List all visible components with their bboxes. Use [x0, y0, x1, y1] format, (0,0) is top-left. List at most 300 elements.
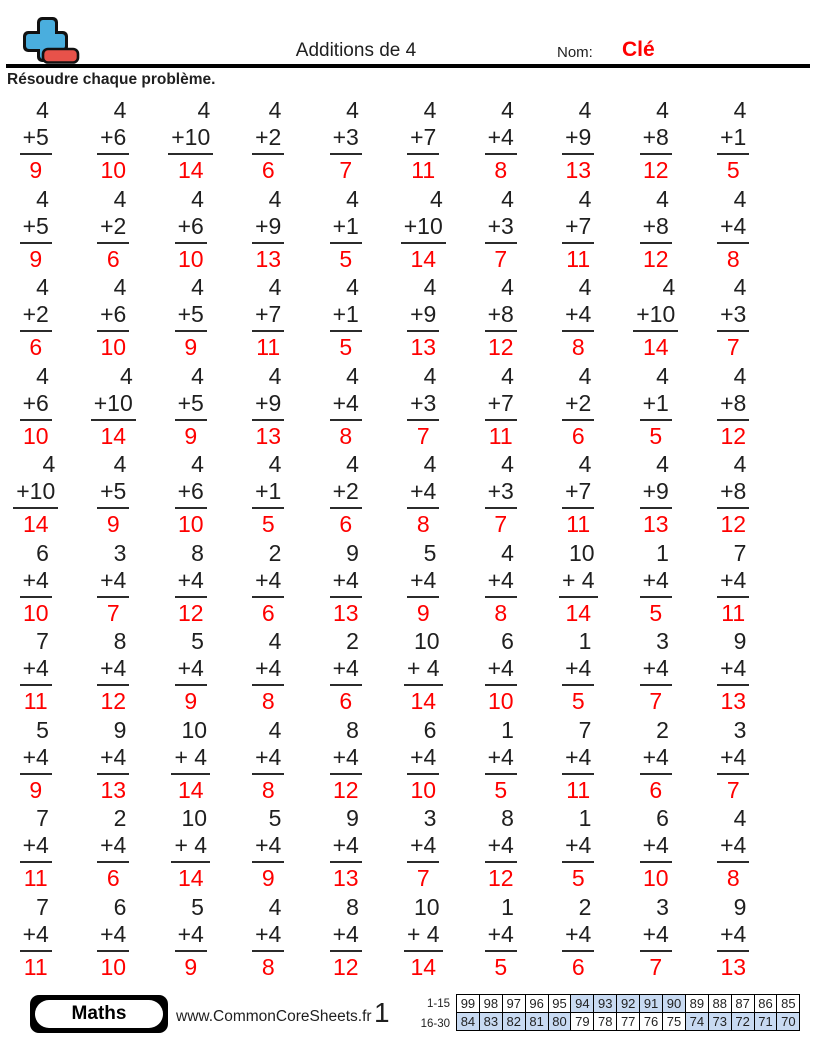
problem-bottom-addend: +6 [100, 124, 127, 150]
problem-cell [230, 186, 308, 275]
problem-top-addend: 2 [656, 716, 669, 743]
problem-cell [385, 894, 463, 983]
problem [640, 894, 672, 981]
problem-bottom-addend: +4 [100, 743, 127, 770]
problem-operands [640, 540, 672, 598]
problem-answer: 12 [332, 953, 359, 980]
problem-cell [0, 805, 75, 894]
problem-bottom-addend: +4 [487, 566, 514, 593]
score-cell: 82 [502, 1013, 525, 1031]
problem-cell [307, 894, 385, 983]
problem-answer: 8 [726, 865, 740, 891]
problem-top-addend: 4 [656, 185, 669, 212]
problem-cell [462, 451, 540, 540]
problem-top-addend: 3 [423, 805, 437, 831]
problem-operands [407, 451, 439, 509]
problem-top-addend: 4 [423, 362, 437, 389]
problem-top-addend: 4 [423, 97, 437, 123]
problem [407, 363, 439, 450]
problem-top-addend: 2 [268, 539, 282, 566]
problem-operands [407, 363, 439, 421]
score-cell: 92 [617, 995, 640, 1013]
problem-top-addend: 4 [113, 97, 127, 123]
problem-operands [717, 717, 749, 775]
problem-top-addend: 4 [733, 362, 747, 389]
problem-bottom-addend: +4 [255, 743, 282, 770]
problem [252, 451, 284, 538]
problem-answer: 8 [261, 776, 275, 803]
problem-bottom-addend: +4 [565, 920, 592, 947]
problem-top-addend: 4 [346, 274, 359, 300]
problem-answer: 11 [23, 865, 48, 891]
problem-cell [462, 717, 540, 806]
problem-cell [230, 628, 308, 717]
problem [404, 628, 443, 715]
problem [640, 717, 672, 804]
score-cell: 85 [777, 995, 800, 1013]
problem [252, 274, 284, 361]
problem-top-addend: 3 [113, 539, 127, 566]
problem-top-addend: 8 [113, 628, 127, 654]
problem-operands [252, 274, 284, 332]
maths-badge-label: Maths [35, 1000, 163, 1028]
problem-top-addend: 4 [429, 185, 443, 212]
problem-top-addend: 4 [578, 274, 592, 300]
problem-operands [717, 628, 749, 686]
problem-answer: 10 [100, 157, 127, 183]
problem-top-addend: 4 [36, 185, 49, 212]
problem-cell [695, 894, 773, 983]
problem-cell [152, 717, 230, 806]
problem-top-addend: 4 [268, 716, 282, 743]
problem-answer: 5 [649, 422, 663, 449]
problem-answer: 6 [106, 245, 120, 272]
problem-cell [695, 717, 773, 806]
problem-operands [562, 363, 594, 421]
problem-bottom-addend: +10 [403, 212, 443, 239]
problem-answer: 7 [726, 776, 740, 803]
problem-answer: 13 [255, 245, 282, 272]
problem-cell [695, 451, 773, 540]
problem-top-addend: 10 [181, 805, 208, 831]
problem-bottom-addend: + 4 [406, 655, 440, 681]
score-cell: 75 [663, 1013, 686, 1031]
problem-operands [562, 97, 594, 155]
problem-cell [462, 274, 540, 363]
problem-bottom-addend: +7 [255, 301, 282, 327]
problem-bottom-addend: +1 [720, 124, 747, 150]
problem-cell [617, 97, 695, 186]
problem-answer: 9 [29, 157, 43, 183]
problem-bottom-addend: +4 [332, 832, 359, 858]
problem-top-addend: 5 [268, 805, 282, 831]
problem-cell [75, 717, 153, 806]
problem-top-addend: 4 [423, 451, 437, 477]
problem [175, 186, 207, 273]
problem-bottom-addend: +6 [177, 478, 204, 504]
problem-operands [13, 451, 58, 509]
problem-bottom-addend: +5 [22, 124, 49, 150]
score-cell: 96 [525, 995, 548, 1013]
problem [330, 805, 362, 892]
problem-bottom-addend: +4 [22, 743, 49, 770]
problem [485, 274, 517, 361]
score-table [456, 994, 800, 1031]
problem-answer: 5 [261, 511, 275, 537]
problem-top-addend: 5 [36, 716, 49, 743]
problem-operands [485, 186, 517, 244]
problem-cell [0, 97, 75, 186]
problem [97, 717, 129, 804]
problem-top-addend: 4 [191, 362, 204, 389]
problem-cell [307, 540, 385, 629]
problem-operands [20, 274, 52, 332]
score-range-row1-label: 1-15 [426, 998, 450, 1010]
problem-top-addend: 4 [733, 97, 747, 123]
problem-top-addend: 6 [656, 805, 669, 831]
problem [562, 363, 594, 450]
problem-top-addend: 10 [413, 893, 440, 920]
problem-bottom-addend: +3 [487, 212, 514, 239]
problem-operands [404, 628, 443, 686]
problem-answer: 9 [184, 422, 198, 449]
problem-operands [717, 274, 749, 332]
problem-top-addend: 4 [501, 97, 514, 123]
problem-top-addend: 4 [733, 451, 747, 477]
problem-top-addend: 7 [733, 539, 747, 566]
problem-operands [640, 628, 672, 686]
problem-answer: 11 [488, 422, 513, 449]
problem-bottom-addend: +4 [720, 655, 747, 681]
problem-operands [562, 274, 594, 332]
problem-bottom-addend: +4 [22, 655, 49, 681]
problem [562, 894, 594, 981]
score-cell: 84 [457, 1013, 480, 1031]
problem-operands [640, 97, 672, 155]
problem-cell [152, 186, 230, 275]
problem-bottom-addend: +2 [565, 389, 592, 416]
problem-cell [307, 97, 385, 186]
problem [252, 186, 284, 273]
problem [407, 805, 439, 892]
problem-operands [97, 628, 129, 686]
problem [97, 451, 129, 538]
problem-bottom-addend: +4 [332, 566, 359, 593]
problem-answer: 12 [332, 776, 359, 803]
problem-answer: 11 [23, 953, 48, 980]
problem-operands [252, 363, 284, 421]
problem-cell [307, 274, 385, 363]
problem [485, 805, 517, 892]
problem-cell [540, 186, 618, 275]
problem-operands [330, 186, 362, 244]
footer [0, 993, 816, 1039]
problem-cell [540, 628, 618, 717]
problem-cell [385, 717, 463, 806]
problem-answer: 9 [184, 688, 198, 714]
problem [401, 186, 446, 273]
problem-bottom-addend: +4 [720, 212, 747, 239]
problem-cell [152, 363, 230, 452]
problem [20, 894, 52, 981]
problem-operands [20, 894, 52, 952]
problem [562, 717, 594, 804]
problem-operands [20, 363, 52, 421]
problem-operands [20, 628, 52, 686]
problem-answer: 9 [29, 776, 43, 803]
problem-bottom-addend: +9 [410, 301, 437, 327]
problem-answer: 11 [566, 245, 591, 272]
problem-cell [152, 451, 230, 540]
problem-answer: 7 [494, 511, 508, 537]
problem [485, 628, 517, 715]
problem [485, 363, 517, 450]
problem-top-addend: 4 [36, 274, 49, 300]
problem-answer: 12 [720, 422, 747, 449]
problem-cell [0, 894, 75, 983]
name-label: Nom: [557, 44, 593, 61]
problem [330, 97, 362, 184]
score-cell: 95 [548, 995, 571, 1013]
problem [330, 274, 362, 361]
problem [252, 717, 284, 804]
problem [13, 451, 58, 538]
problem-operands [485, 628, 517, 686]
problem-operands [252, 717, 284, 775]
problem-answer: 6 [261, 599, 275, 626]
problem-top-addend: 4 [733, 274, 747, 300]
problem [20, 186, 52, 273]
score-cell: 70 [777, 1013, 800, 1031]
problem-answer: 6 [339, 688, 353, 714]
problem-cell [695, 186, 773, 275]
problem-answer: 11 [566, 776, 591, 803]
problem-bottom-addend: +4 [565, 301, 592, 327]
problem-answer: 8 [416, 511, 430, 537]
problem-cell [152, 274, 230, 363]
problem-cell [462, 540, 540, 629]
problem-bottom-addend: +2 [100, 212, 127, 239]
problem-top-addend: 4 [656, 451, 669, 477]
score-cell: 90 [663, 995, 686, 1013]
problem-bottom-addend: + 4 [561, 566, 595, 593]
problem [97, 805, 129, 892]
problem-cell [0, 274, 75, 363]
problem-top-addend: 2 [113, 805, 127, 831]
problem-operands [485, 97, 517, 155]
score-row-1 [457, 995, 800, 1013]
problem-cell [540, 717, 618, 806]
problem-answer: 10 [642, 865, 669, 891]
problem-answer: 14 [177, 157, 204, 183]
problem-operands [171, 805, 210, 863]
problem-operands [717, 451, 749, 509]
score-cell: 71 [754, 1013, 777, 1031]
problem-operands [252, 805, 284, 863]
problem-cell [0, 717, 75, 806]
problem-cell [385, 186, 463, 275]
problem-operands [485, 805, 517, 863]
problem-operands [330, 274, 362, 332]
problem-operands [562, 451, 594, 509]
page-number: 1 [374, 997, 390, 1028]
problem-cell [230, 274, 308, 363]
problem-answer: 9 [106, 511, 120, 537]
problem-top-addend: 1 [578, 628, 592, 654]
problem-bottom-addend: +3 [332, 124, 359, 150]
problem-top-addend: 6 [113, 893, 127, 920]
problem-operands [97, 451, 129, 509]
problem-top-addend: 4 [113, 451, 127, 477]
problem-answer: 12 [177, 599, 204, 626]
problem [168, 97, 213, 184]
problem-bottom-addend: +8 [720, 389, 747, 416]
problem-top-addend: 4 [42, 451, 56, 477]
worksheet-title: Additions de 4 [295, 40, 417, 61]
problem-answer: 10 [177, 245, 204, 272]
problem-bottom-addend: +6 [22, 389, 49, 416]
problem-cell [385, 628, 463, 717]
problem-bottom-addend: +4 [720, 743, 747, 770]
problem-bottom-addend: +3 [720, 301, 747, 327]
problem-answer: 14 [410, 688, 437, 714]
problem [330, 186, 362, 273]
score-cell: 79 [571, 1013, 594, 1031]
problem-top-addend: 4 [268, 362, 282, 389]
problem [252, 540, 284, 627]
problem-operands [640, 805, 672, 863]
problem-answer: 8 [261, 688, 275, 714]
problem-cell [0, 186, 75, 275]
problem-top-addend: 4 [36, 97, 49, 123]
problem-operands [252, 97, 284, 155]
problem-answer: 11 [566, 511, 591, 537]
problem-answer: 6 [649, 776, 663, 803]
problem-operands [175, 628, 207, 686]
problem-top-addend: 10 [413, 628, 440, 654]
problem-top-addend: 4 [113, 185, 127, 212]
problem-top-addend: 4 [578, 185, 592, 212]
problem [175, 628, 207, 715]
problem-operands [330, 363, 362, 421]
problem-cell [617, 805, 695, 894]
problem-top-addend: 4 [268, 893, 282, 920]
problem-top-addend: 3 [656, 893, 669, 920]
problem-bottom-addend: +2 [255, 124, 282, 150]
problem-answer: 13 [720, 953, 747, 980]
problem-answer: 14 [177, 865, 204, 891]
problem [562, 628, 594, 715]
problem-top-addend: 6 [36, 539, 49, 566]
problem [252, 363, 284, 450]
problem-cell [540, 805, 618, 894]
problem-bottom-addend: +9 [255, 212, 282, 239]
problem [171, 805, 210, 892]
problem [97, 186, 129, 273]
problem-cell [152, 97, 230, 186]
problem [97, 628, 129, 715]
problem-cell [75, 451, 153, 540]
problem-operands [407, 717, 439, 775]
problem-operands [407, 274, 439, 332]
problem-answer: 13 [565, 157, 592, 183]
problem-bottom-addend: +4 [642, 832, 669, 858]
problem-answer: 12 [720, 511, 747, 537]
problem [640, 451, 672, 538]
problem-answer: 10 [22, 599, 49, 626]
problem-cell [540, 894, 618, 983]
problem-operands [97, 805, 129, 863]
problem [485, 717, 517, 804]
problem-top-addend: 6 [423, 716, 437, 743]
problem-answer: 12 [487, 865, 514, 891]
problem-top-addend: 4 [501, 539, 514, 566]
problem-cell [75, 540, 153, 629]
problem-operands [717, 540, 749, 598]
problem [407, 540, 439, 627]
problem-bottom-addend: + 4 [406, 920, 440, 947]
problem-operands [640, 363, 672, 421]
problem [640, 540, 672, 627]
problem-operands [252, 186, 284, 244]
problem-bottom-addend: +7 [565, 212, 592, 239]
problem-top-addend: 1 [501, 893, 514, 920]
problem-cell [540, 363, 618, 452]
problem-operands [252, 451, 284, 509]
problem-bottom-addend: +4 [642, 920, 669, 947]
problem-top-addend: 9 [733, 628, 747, 654]
problem-operands [171, 717, 210, 775]
problem-top-addend: 4 [197, 97, 211, 123]
problem-operands [175, 540, 207, 598]
problem-answer: 9 [184, 953, 198, 980]
problem-operands [717, 894, 749, 952]
problem-operands [407, 97, 439, 155]
problem-answer: 7 [726, 334, 740, 360]
problem-cell [462, 805, 540, 894]
problem-operands [717, 363, 749, 421]
problem-operands [97, 97, 129, 155]
problem-answer: 14 [22, 511, 49, 537]
problem-operands [633, 274, 678, 332]
score-row-2 [457, 1013, 800, 1031]
problem-operands [20, 186, 52, 244]
problem-operands [562, 717, 594, 775]
problem-answer: 5 [339, 334, 353, 360]
problem-operands [97, 540, 129, 598]
problem [252, 805, 284, 892]
problem-operands [485, 451, 517, 509]
problem [330, 451, 362, 538]
score-range-row2-label: 16-30 [420, 1017, 450, 1030]
problem-top-addend: 4 [656, 97, 669, 123]
problem-top-addend: 8 [346, 893, 359, 920]
problem-answer: 6 [571, 422, 585, 449]
problem-top-addend: 4 [423, 274, 437, 300]
problem-bottom-addend: +4 [100, 655, 127, 681]
problem-answer: 14 [100, 422, 127, 449]
problem-cell [617, 628, 695, 717]
problem-answer: 14 [642, 334, 669, 360]
problem-top-addend: 4 [191, 274, 204, 300]
problem [330, 363, 362, 450]
problem-answer: 8 [494, 157, 508, 183]
problem [252, 97, 284, 184]
problem [562, 451, 594, 538]
problem [97, 894, 129, 981]
problem-top-addend: 9 [733, 893, 747, 920]
problem-top-addend: 8 [346, 716, 359, 743]
